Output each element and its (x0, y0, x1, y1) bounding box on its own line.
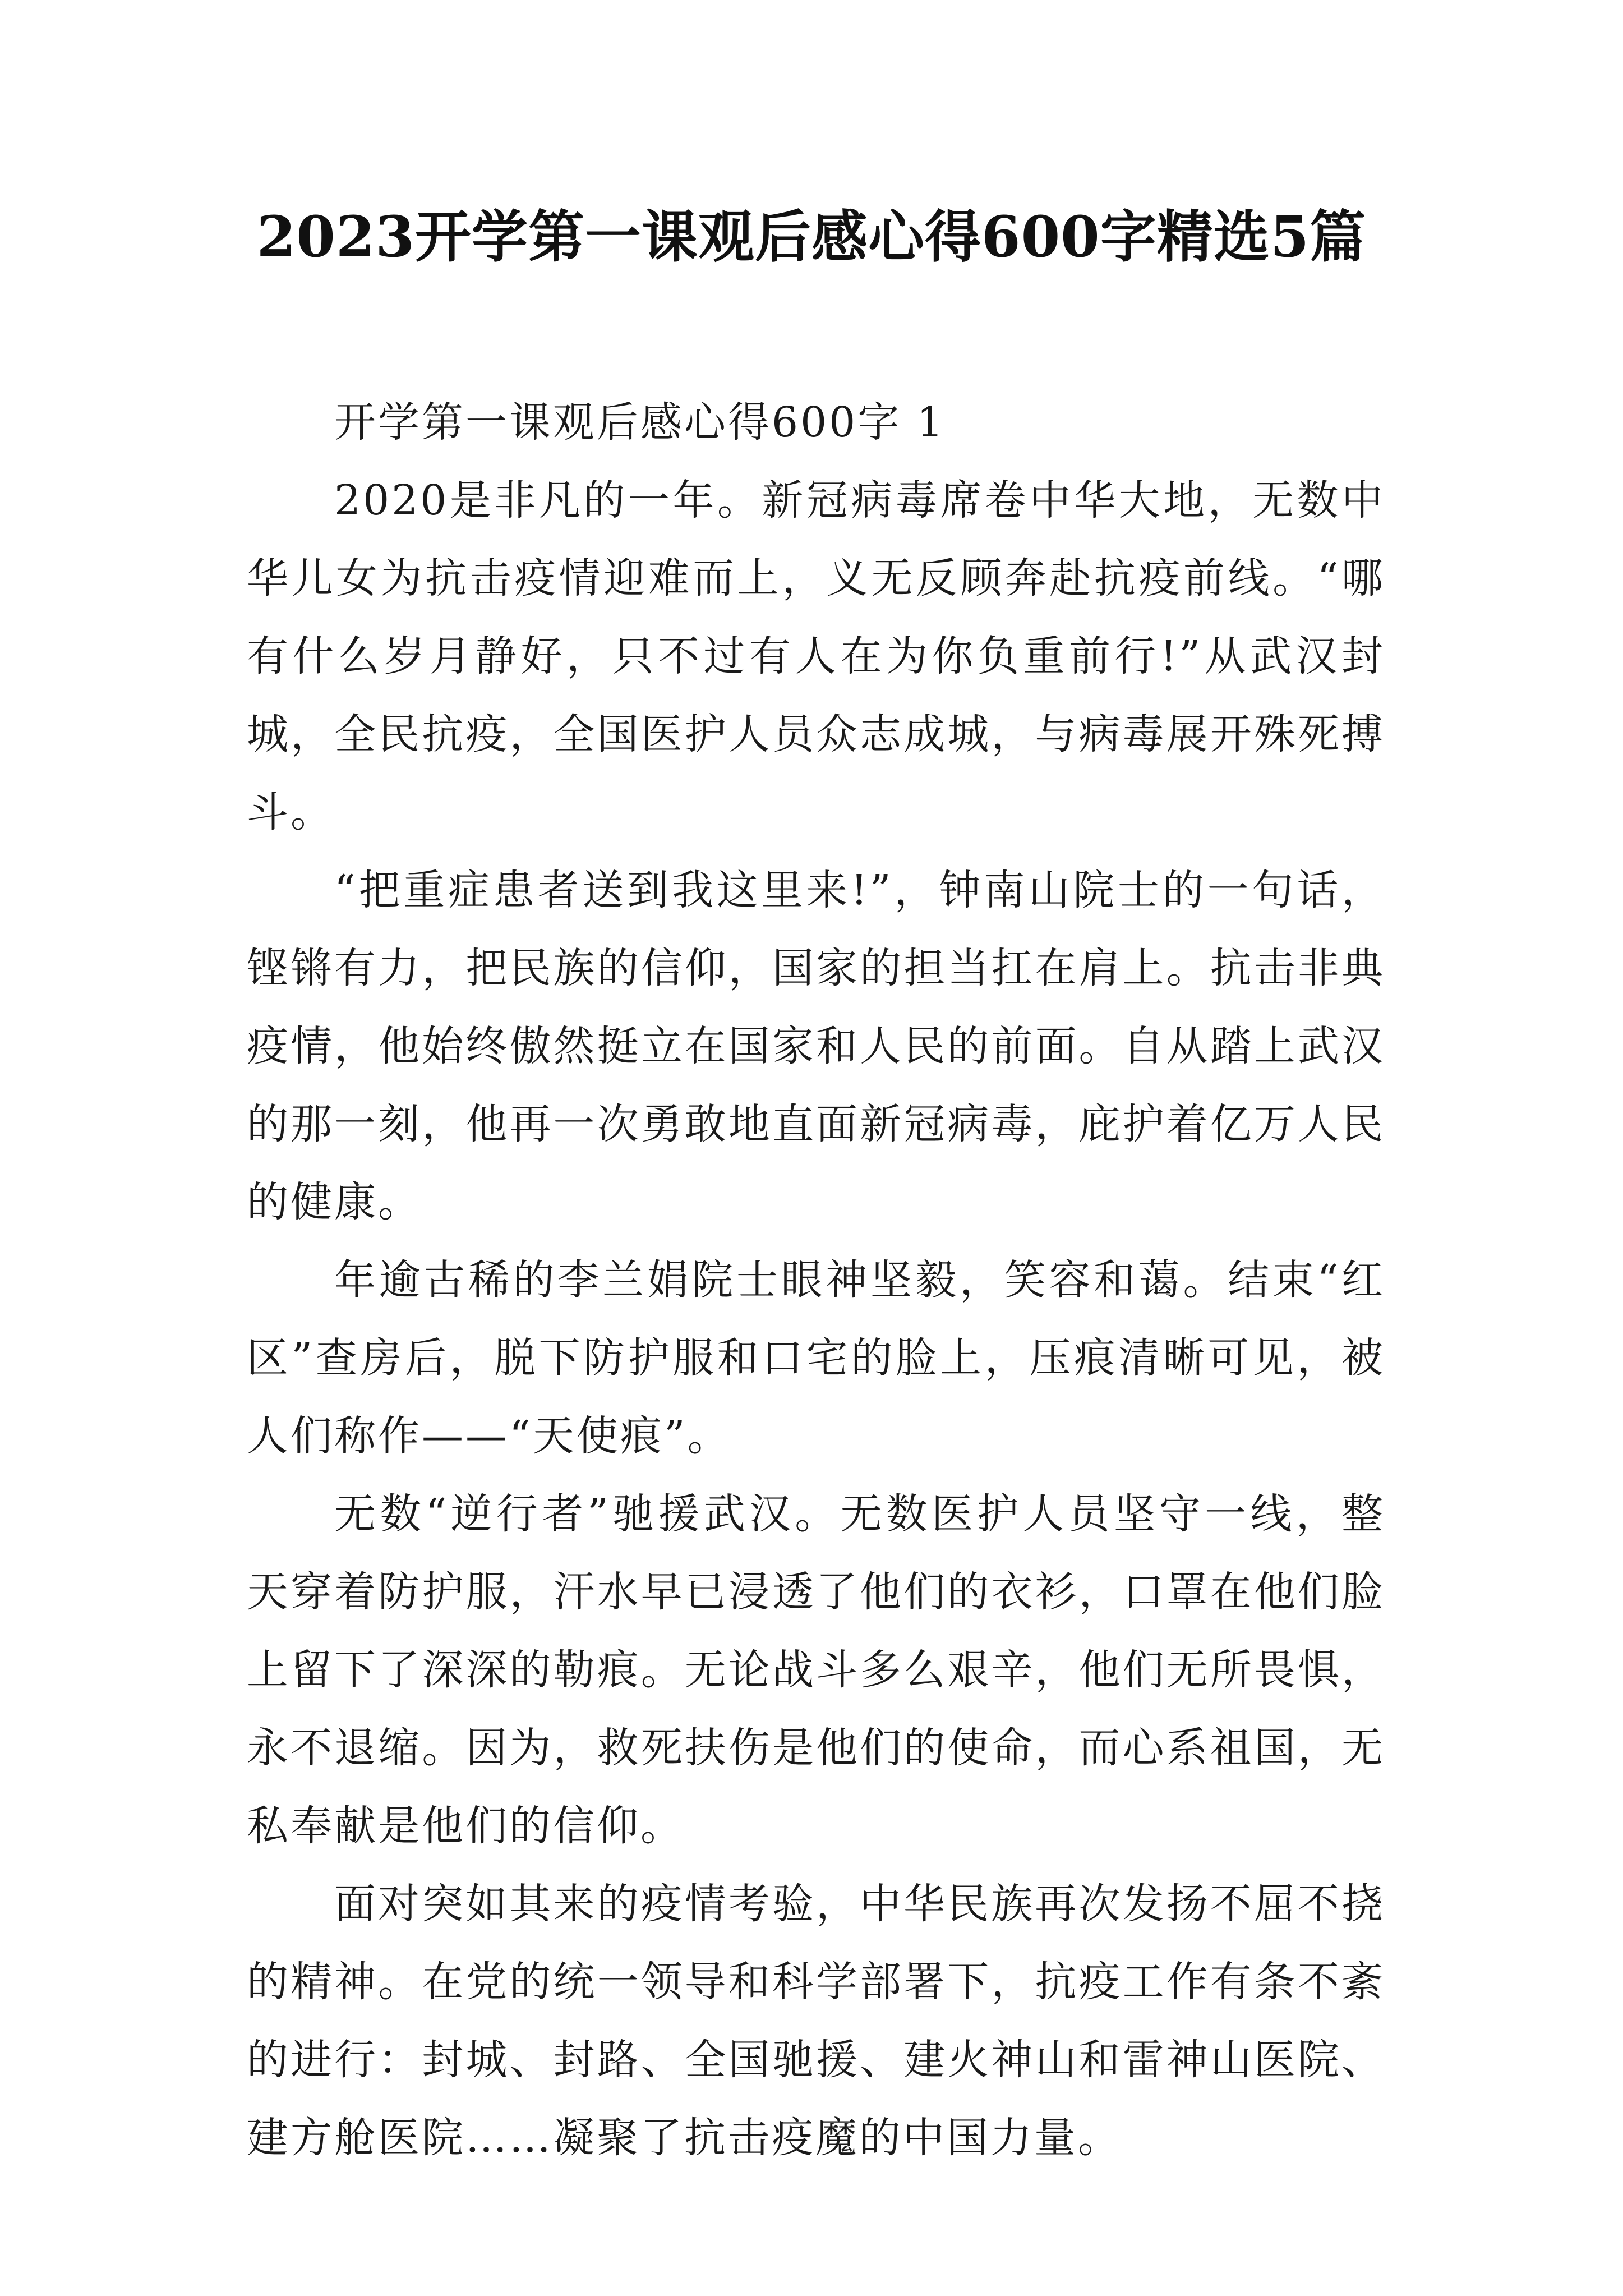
paragraph: 年逾古稀的李兰娟院士眼神坚毅，笑容和蔼。结束“红区”查房后，脱下防护服和口宅的脸上，压痕清晰可见，被人们称作——“天使痕”。 (247, 1256, 1385, 1460)
document-body (247, 384, 1385, 2177)
paragraph: 2020是非凡的一年。新冠病毒席卷中华大地，无数中华儿女为抗击疫情迎难而上，义无反顾奔赴抗疫前线。“哪有什么岁月静好，只不过有人在为你负重前行!”从武汉封城，全民抗疫，全国医护人员众志成城，与病毒展开殊死搏斗。 (247, 476, 1385, 836)
document-title: 2023开学第一课观后感心得600字精选5篇 (256, 204, 1367, 270)
paragraph: 无数“逆行者”驰援武汉。无数医护人员坚守一线，整天穿着防护服，汗水早已浸透了他们的衣衫，口罩在他们脸上留下了深深的勒痕。无论战斗多么艰辛，他们无所畏惧，永不退缩。因为，救死扶伤是他们的使命，而心系祖国，无私奉献是他们的信仰。 (247, 1490, 1385, 1850)
paragraph: 面对突如其来的疫情考验，中华民族再次发扬不屈不挠的精神。在党的统一领导和科学部署下，抗疫工作有条不紊的进行：封城、封路、全国驰援、建火神山和雷神山医院、建方舱医院……凝聚了抗击疫魔的中国力量。 (247, 1880, 1385, 2162)
paragraph: “把重症患者送到我这里来!”，钟南山院士的一句话，铿锵有力，把民族的信仰，国家的担当扛在肩上。抗击非典疫情，他始终傲然挺立在国家和人民的前面。自从踏上武汉的那一刻，他再一次勇敢地直面新冠病毒，庇护着亿万人民的健康。 (247, 866, 1385, 1226)
section-heading: 开学第一课观后感心得600字 1 (334, 398, 946, 447)
